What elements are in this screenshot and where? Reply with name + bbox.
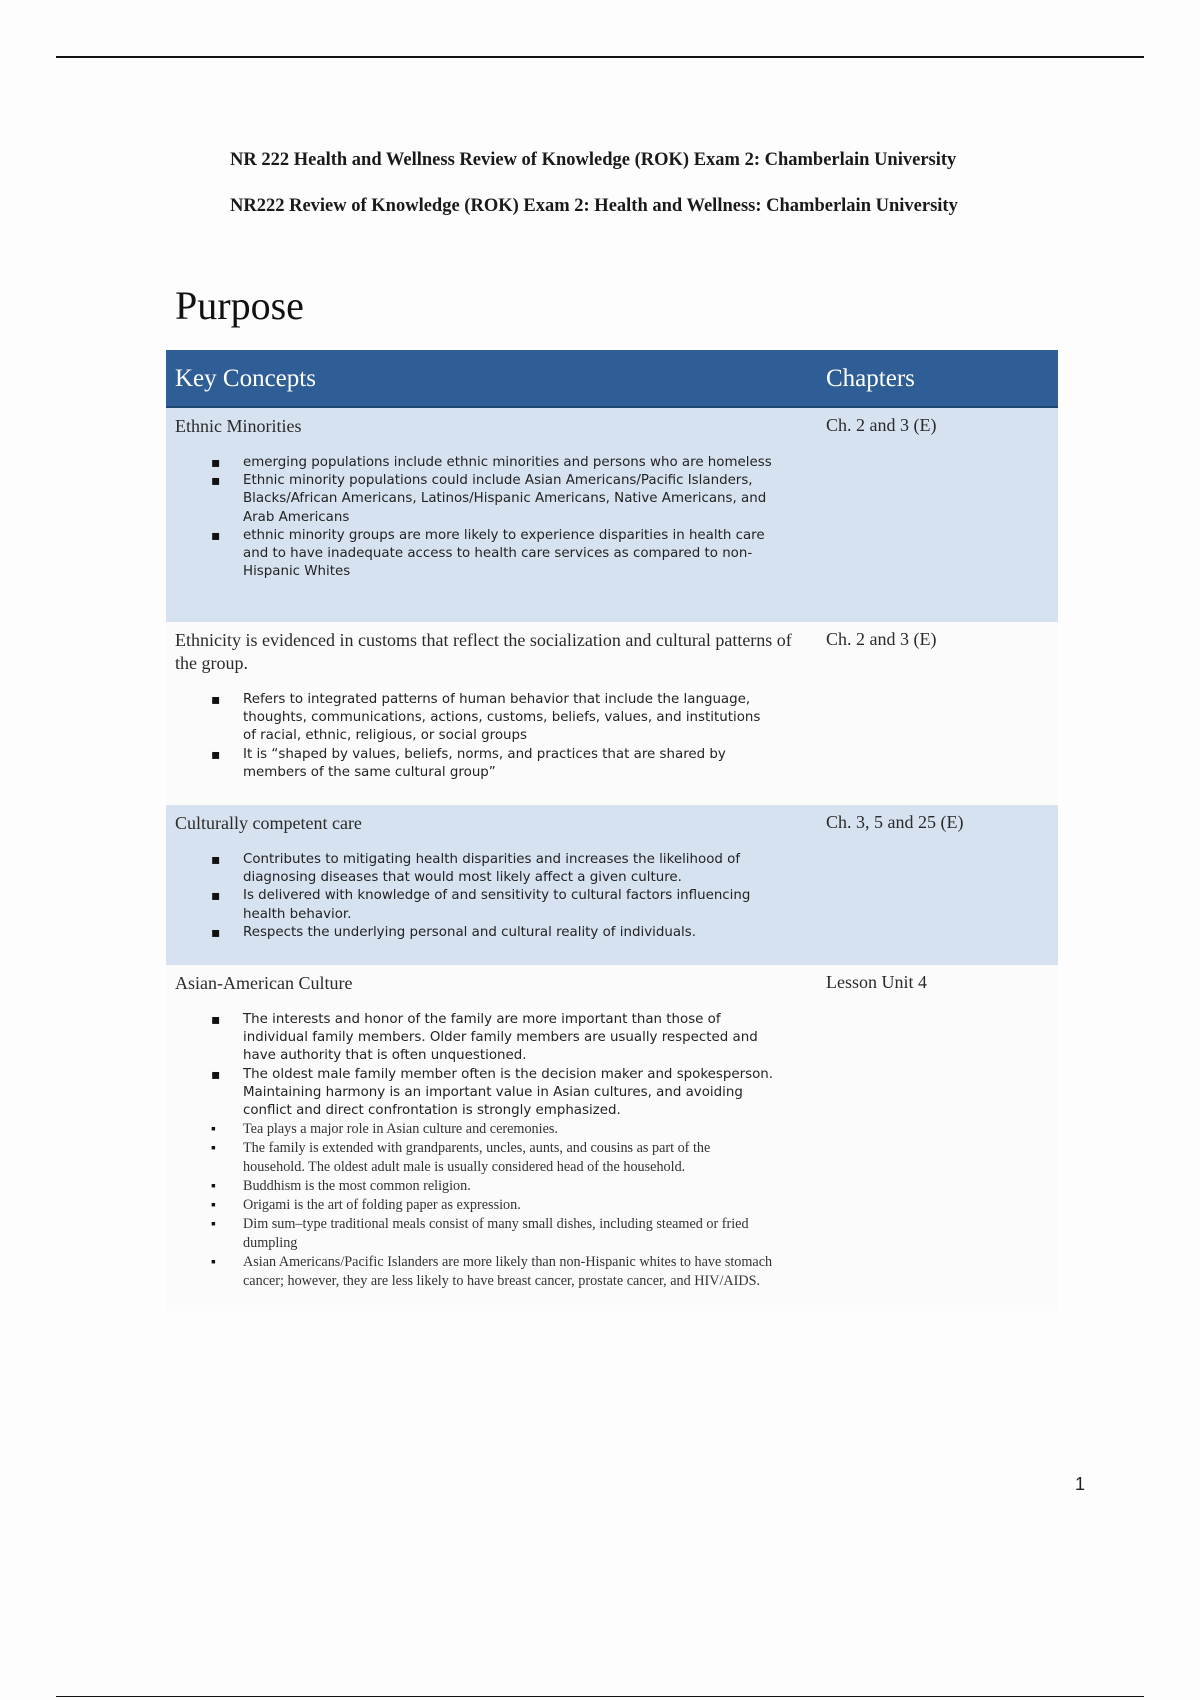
concept-title: Ethnicity is evidenced in customs that reflect the socialization and cultural patterns of the group. xyxy=(175,630,792,673)
bullet-list xyxy=(175,1120,815,1291)
concept-title: Ethnic Minorities xyxy=(175,416,302,436)
document-title-2: NR222 Review of Knowledge (ROK) Exam 2: Health and Wellness: Chamberlain University xyxy=(230,196,958,216)
list-item: ▪ emerging populations include ethnic minorities and persons who are homeless xyxy=(175,454,773,472)
chapter-cell: Ch. 2 and 3 (E) xyxy=(826,415,937,435)
concept-cell xyxy=(166,805,815,942)
chapter-cell: Ch. 2 and 3 (E) xyxy=(826,629,937,649)
table-row xyxy=(166,408,1058,622)
list-item: ▪ The interests and honor of the family are more important than those of individual family members. Older family members are usually respected and have authority that is often unquestioned. xyxy=(175,1011,773,1066)
concept-cell xyxy=(166,622,815,782)
table-row xyxy=(166,805,1058,965)
list-item: ▪ Ethnic minority populations could include Asian Americans/Pacific Islanders, Blacks/African Americans, Latinos/Hispanic Americans, Native Americans, and Arab Americans xyxy=(175,472,773,527)
top-rule xyxy=(56,56,1144,58)
concept-cell xyxy=(166,408,815,581)
list-item: ▪ Tea plays a major role in Asian culture and ceremonies. xyxy=(175,1120,773,1139)
list-item: ▪ ethnic minority groups are more likely to experience disparities in health care and to have inadequate access to health care services as compared to non-Hispanic Whites xyxy=(175,527,773,582)
bottom-rule xyxy=(56,1696,1144,1697)
list-item: ▪ The family is extended with grandparents, uncles, aunts, and cousins as part of the household. The oldest adult male is usually considered head of the household. xyxy=(175,1139,773,1177)
table-header xyxy=(166,350,1058,408)
bullet-list xyxy=(175,675,815,782)
bullet-list xyxy=(175,995,815,1120)
header-key-concepts: Key Concepts xyxy=(175,365,316,392)
document-title-1: NR 222 Health and Wellness Review of Knowledge (ROK) Exam 2: Chamberlain University xyxy=(230,150,957,170)
table-row xyxy=(166,965,1058,1311)
list-item: ▪ Asian Americans/Pacific Islanders are more likely than non-Hispanic whites to have stomach cancer; however, they are less likely to have breast cancer, prostate cancer, and HIV/AIDS. xyxy=(175,1253,773,1291)
bullet-list xyxy=(175,438,815,581)
list-item: ▪ Refers to integrated patterns of human behavior that include the language, thoughts, communications, actions, customs, beliefs, values, and institutions of racial, ethnic, religious, or social groups xyxy=(175,691,773,746)
chapter-cell: Lesson Unit 4 xyxy=(826,972,927,992)
chapter-cell: Ch. 3, 5 and 25 (E) xyxy=(826,812,964,832)
list-item: ▪ Buddhism is the most common religion. xyxy=(175,1177,773,1196)
list-item: ▪ Contributes to mitigating health disparities and increases the likelihood of diagnosing diseases that would most likely affect a given culture. xyxy=(175,851,773,887)
list-item: ▪ Dim sum–type traditional meals consist of many small dishes, including steamed or fried dumpling xyxy=(175,1215,773,1253)
list-item: ▪ The oldest male family member often is the decision maker and spokesperson. Maintaining harmony is an important value in Asian cultures, and avoiding conflict and direct confrontation is strongly emphasized. xyxy=(175,1066,773,1121)
table-row xyxy=(166,622,1058,805)
key-concepts-table xyxy=(166,350,1058,1311)
concept-cell xyxy=(166,965,815,1291)
list-item: ▪ Origami is the art of folding paper as expression. xyxy=(175,1196,773,1215)
section-heading-purpose: Purpose xyxy=(175,283,304,328)
concept-title: Culturally competent care xyxy=(175,813,362,833)
page-number: 1 xyxy=(1075,1474,1086,1494)
list-item: ▪ Respects the underlying personal and cultural reality of individuals. xyxy=(175,924,773,942)
bullet-list xyxy=(175,835,815,942)
list-item: ▪ It is “shaped by values, beliefs, norms, and practices that are shared by members of the same cultural group” xyxy=(175,746,773,782)
list-item: ▪ Is delivered with knowledge of and sensitivity to cultural factors influencing health behavior. xyxy=(175,887,773,923)
header-chapters: Chapters xyxy=(826,365,915,392)
concept-title: Asian-American Culture xyxy=(175,973,353,993)
